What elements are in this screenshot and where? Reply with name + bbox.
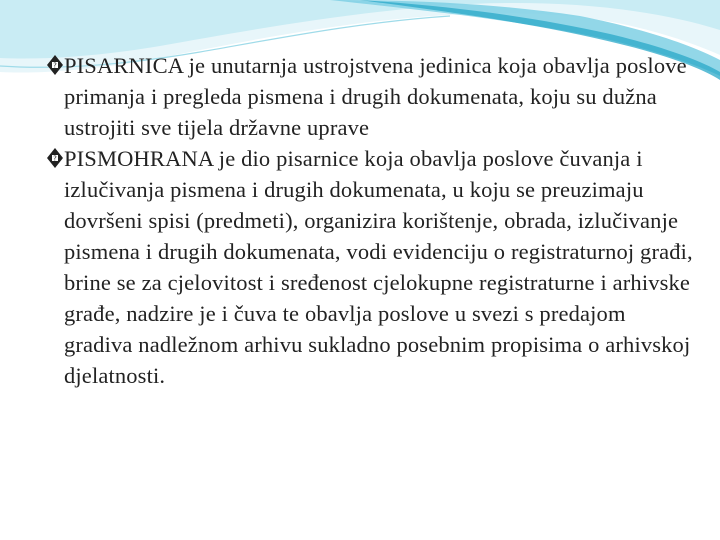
paragraph-text: PISMOHRANA je dio pisarnice koja obavlja poslove čuvanja i izlučivanja pismena i drugih dokumenata, u koju se preuzimaju dovršeni spisi (predmeti), organizira korištenje, obrada, izlučivanje pismena i drugih dokumenata, vodi evidenciju o registraturnoj građi, brine se za cjelovitost i sređenost cjelokupne registraturne i arhivske građe, nadzire je i čuva te obavlja poslove u svezi s predajom gradiva nadležnom arhivu sukladno posebnim propisima o arhivskoj djelatnosti.: [64, 146, 693, 388]
paragraph-text: PISARNICA je unutarnja ustrojstvena jedinica koja obavlja poslove primanja i pregleda pismena i drugih dokumenata, koju su dužna ustrojiti sve tijela državne uprave: [64, 53, 687, 140]
paragraph-pisarnica: [46, 50, 696, 143]
svg-text:?: ?: [53, 154, 57, 163]
paragraph-pismohrana: [46, 143, 696, 391]
text-content: [46, 50, 696, 391]
missing-glyph-icon: [46, 147, 64, 169]
svg-text:?: ?: [53, 61, 57, 70]
missing-glyph-icon: [46, 54, 64, 76]
